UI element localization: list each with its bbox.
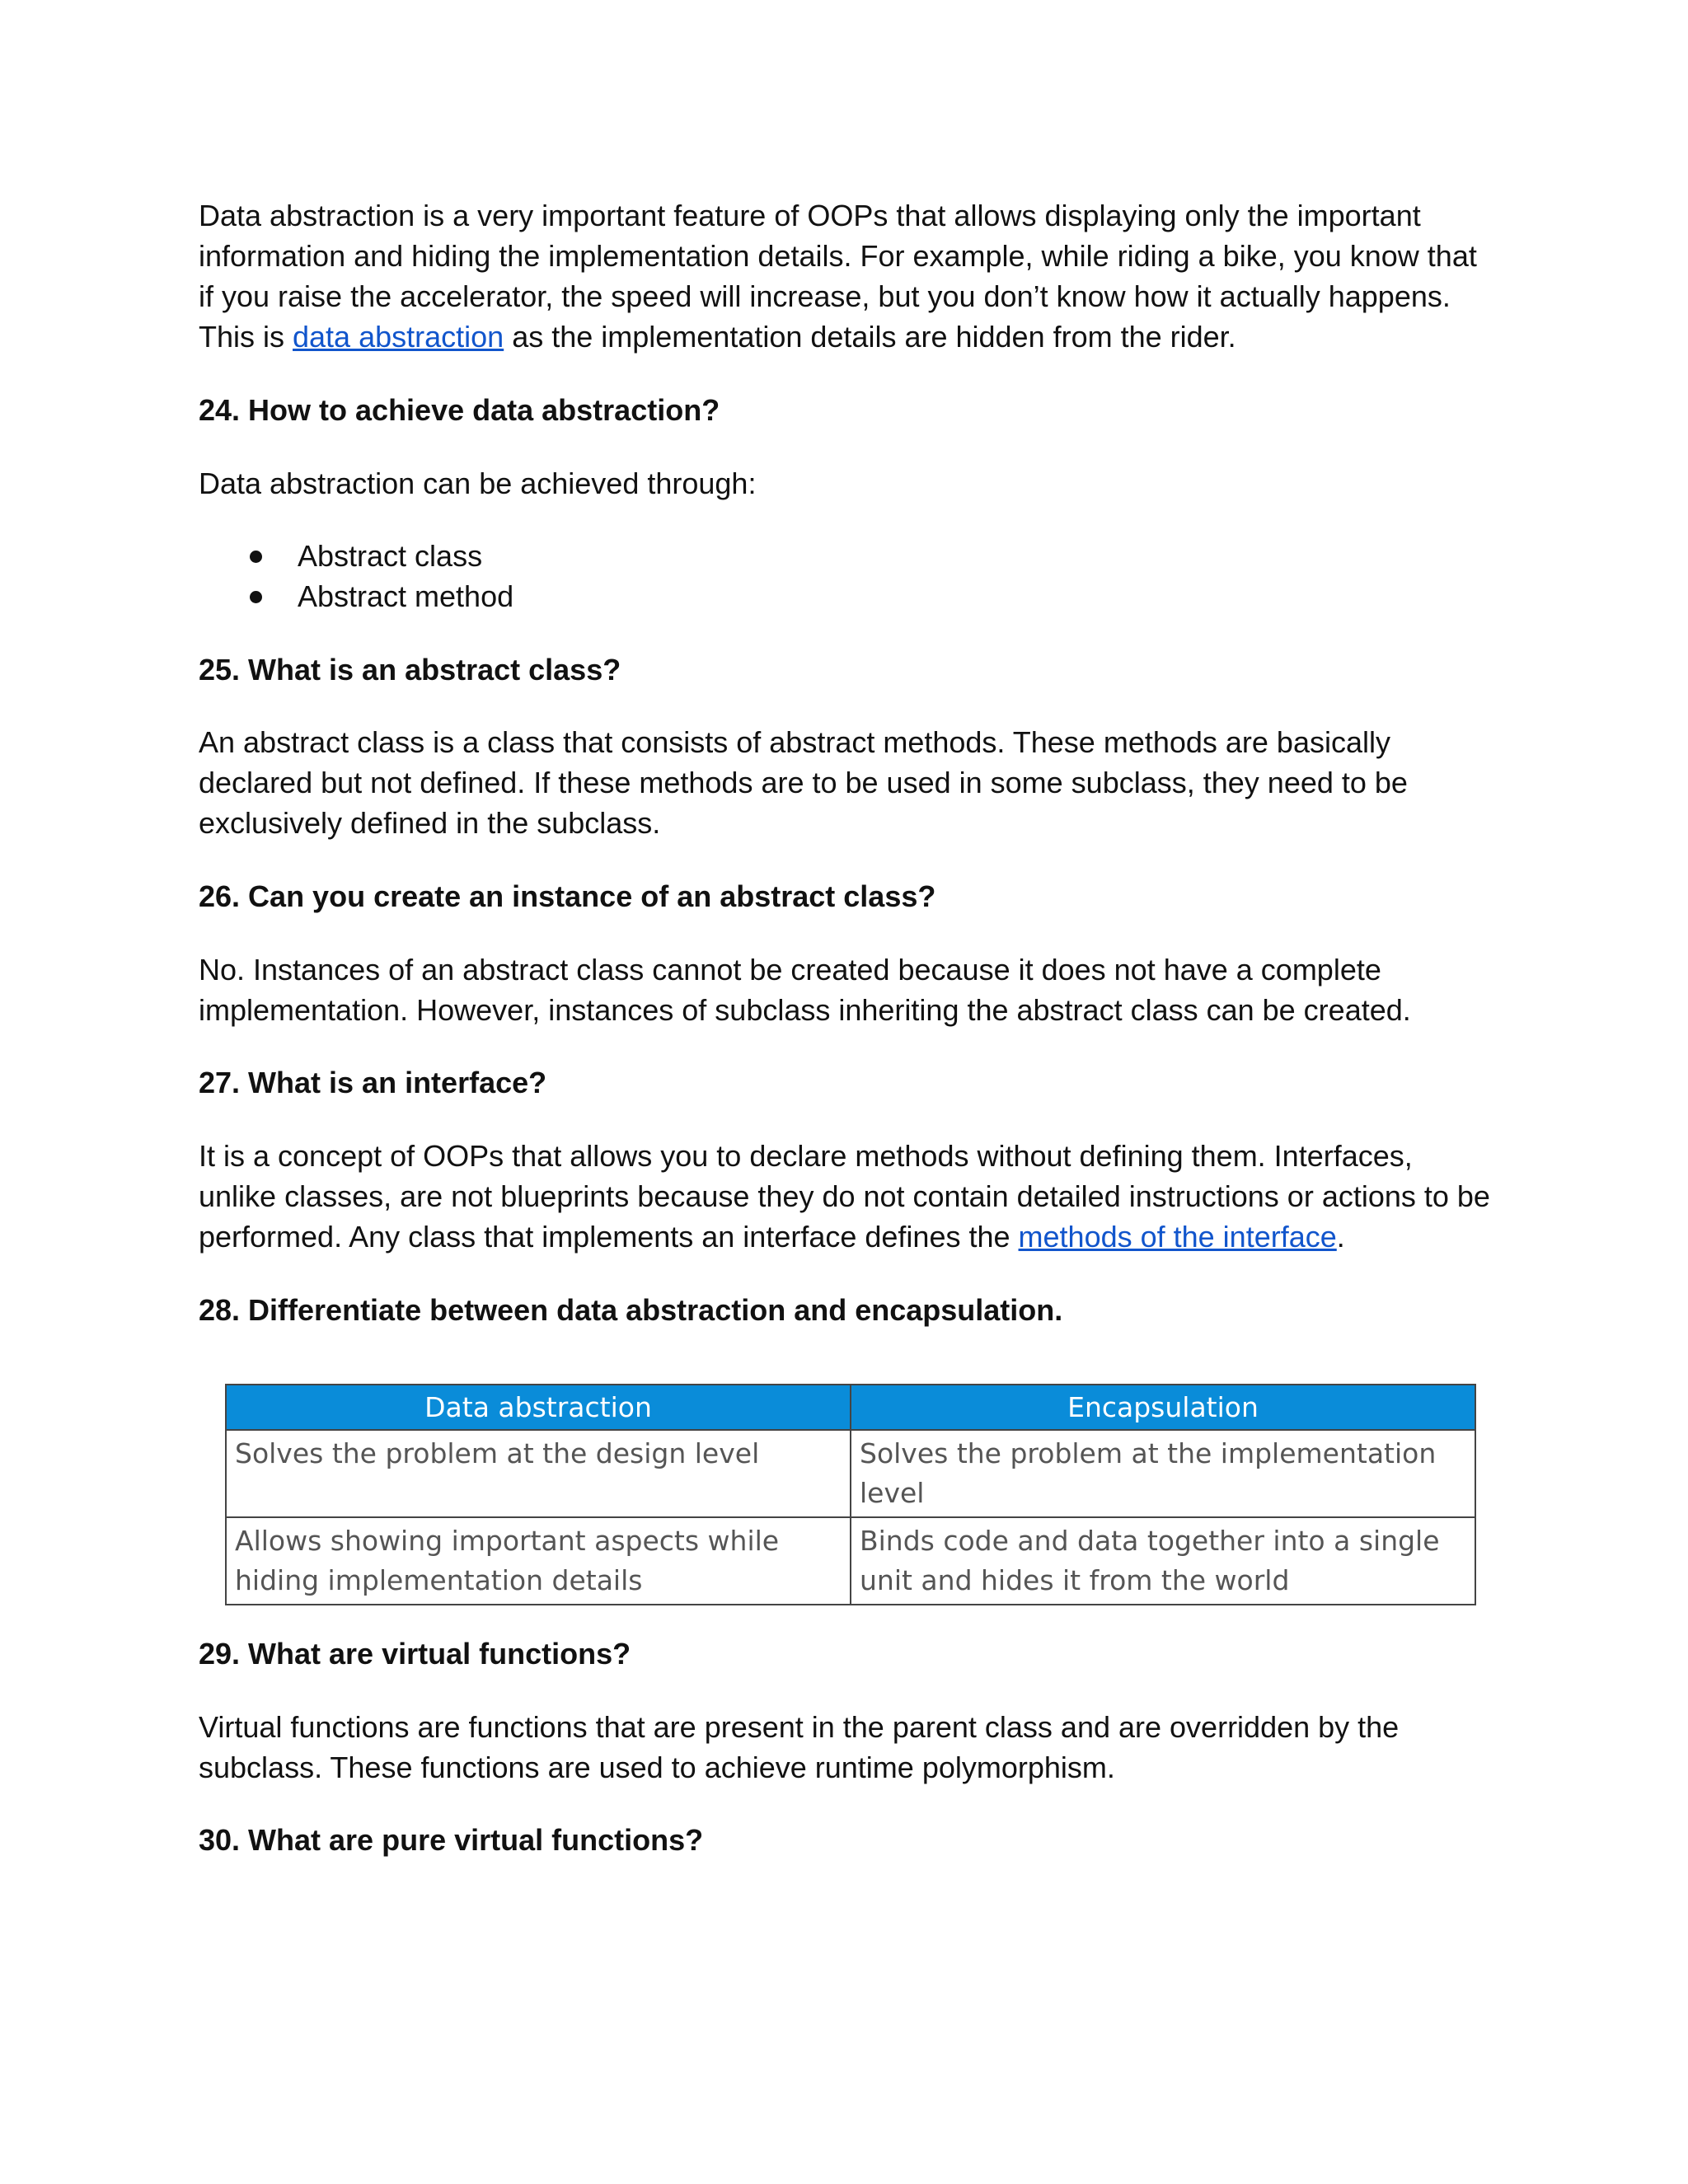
table-cell: Allows showing important aspects while hiding implementation details [226, 1517, 851, 1605]
interface-text-after: . [1336, 1220, 1345, 1254]
question-30-heading: 30. What are pure virtual functions? [199, 1823, 704, 1857]
table-header-row [226, 1385, 1475, 1430]
table-row [226, 1517, 1475, 1605]
intro-text-after: as the implementation details are hidden from the rider. [504, 320, 1236, 354]
table-header-encapsulation: Encapsulation [851, 1385, 1475, 1430]
question-27-answer [199, 1136, 1493, 1257]
list-item-label: Abstract method [298, 579, 514, 613]
question-26-heading: 26. Can you create an instance of an abstract class? [199, 879, 936, 913]
question-24-heading: 24. How to achieve data abstraction? [199, 393, 720, 427]
question-25-heading: 25. What is an abstract class? [199, 653, 621, 687]
comparison-table [225, 1384, 1476, 1605]
table-cell: Binds code and data together into a single unit and hides it from the world [851, 1517, 1475, 1605]
question-29-answer: Virtual functions are functions that are present in the parent class and are overridden by the subclass. These functions are used to achieve runtime polymorphism. [199, 1710, 1400, 1784]
bullet-icon [250, 551, 262, 563]
methods-of-interface-link[interactable]: methods of the interface [1018, 1220, 1337, 1254]
question-24-intro: Data abstraction can be achieved through: [199, 466, 757, 500]
question-28-heading: 28. Differentiate between data abstraction and encapsulation. [199, 1293, 1063, 1327]
intro-paragraph [199, 195, 1493, 357]
question-27-heading: 27. What is an interface? [199, 1066, 547, 1099]
interface-text-before: It is a concept of OOPs that allows you to declare methods without defining them. Interfaces, unlike classes, are not blueprints because they do not contain detailed instructions or actions to be performed. Any class that implements an interface defines the [199, 1139, 1490, 1254]
table-row [226, 1430, 1475, 1517]
abstraction-methods-list [199, 536, 513, 616]
bullet-icon [250, 591, 262, 603]
question-29-heading: 29. What are virtual functions? [199, 1637, 631, 1671]
question-25-answer: An abstract class is a class that consists of abstract methods. These methods are basically declared but not defined. If these methods are to be used in some subclass, they need to be exclusively defined in the subclass. [199, 725, 1408, 840]
list-item [199, 536, 513, 576]
table-cell: Solves the problem at the implementation level [851, 1430, 1475, 1517]
question-26-answer: No. Instances of an abstract class cannot be created because it does not have a complete implementation. However, instances of subclass inheriting the abstract class can be created. [199, 953, 1411, 1027]
list-item [199, 576, 513, 616]
data-abstraction-link[interactable]: data abstraction [293, 320, 504, 354]
table-cell: Solves the problem at the design level [226, 1430, 851, 1517]
table-header-data-abstraction: Data abstraction [226, 1385, 851, 1430]
list-item-label: Abstract class [298, 539, 483, 573]
intro-text-before: Data abstraction is a very important feature of OOPs that allows displaying only the important information and hiding the implementation details. For example, while riding a bike, you know that if you raise the accelerator, the speed will increase, but you don’t know how it actually happens. This is [199, 199, 1477, 354]
